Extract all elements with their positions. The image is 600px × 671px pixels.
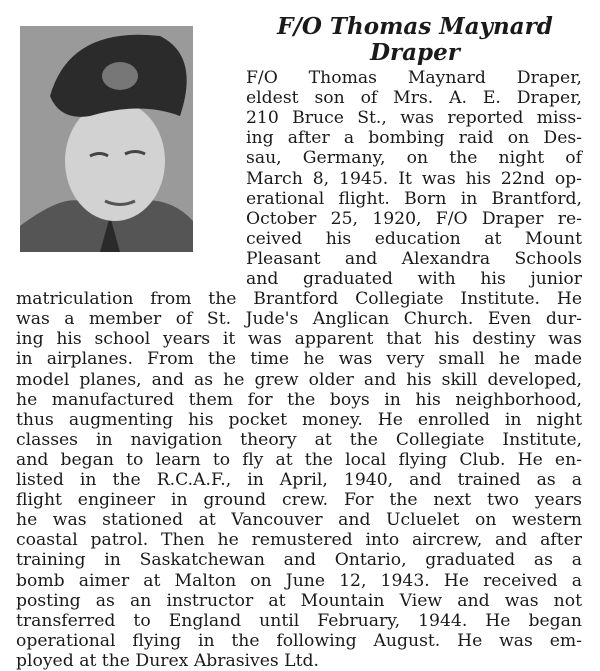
body-line-text: Pleasant and Alexandra Schools	[246, 248, 582, 269]
body-line-text: ceived his education at Mount	[246, 228, 582, 249]
body-line	[246, 68, 582, 88]
body-line	[16, 309, 582, 329]
body-line-text: flight engineer in ground crew. For the next two years	[16, 490, 582, 511]
article-title	[248, 14, 582, 66]
body-line	[16, 410, 582, 430]
body-line	[16, 289, 582, 309]
body-line	[16, 390, 582, 410]
body-line	[246, 88, 582, 108]
body-line	[246, 128, 582, 148]
body-line-text: operational flying in the following August. He was em-	[16, 630, 582, 651]
body-line-text: coastal patrol. Then he remustered into aircrew, and after	[16, 530, 582, 551]
body-line-text: model planes, and as he grew older and his skill developed,	[16, 369, 582, 390]
body-line-text: matriculation from the Brantford Collegiate Institute. He	[16, 289, 582, 310]
body-line	[16, 370, 582, 390]
body-line	[16, 510, 582, 530]
body-line-text: eldest son of Mrs. A. E. Draper,	[246, 88, 582, 109]
body-line-text: ployed at the Durex Abrasives Ltd.	[16, 650, 319, 671]
body-line-text: erational flight. Born in Brantford,	[246, 188, 582, 209]
body-line-text: F/O Thomas Maynard Draper,	[246, 68, 582, 88]
body-line-text: 210 Bruce St., was reported miss-	[246, 108, 582, 129]
body-line-text: classes in navigation theory at the Collegiate Institute,	[16, 429, 582, 450]
body-line-text: training in Saskatchewan and Ontario, graduated as a	[16, 550, 582, 571]
title-line: Draper	[370, 39, 460, 66]
body-line	[246, 148, 582, 168]
body-line	[246, 169, 582, 189]
title-line: F/O Thomas Maynard	[277, 13, 553, 40]
body-line-text: ing his school years it was apparent that his destiny was	[16, 329, 582, 350]
body-line	[246, 269, 582, 289]
body-line	[16, 349, 582, 369]
body-line	[16, 430, 582, 450]
body-line-text: he was stationed at Vancouver and Ucluelet on western	[16, 510, 582, 531]
body-line-text: March 8, 1945. It was his 22nd op-	[246, 168, 582, 189]
body-line-text: transferred to England until February, 1944. He began	[16, 610, 582, 631]
body-line-text: thus augmenting his pocket money. He enrolled in night	[16, 409, 582, 430]
portrait-photo	[20, 26, 193, 252]
body-line-text: and began to learn to fly at the local flying Club. He en-	[16, 449, 582, 470]
body-line	[16, 329, 582, 349]
body-line-text: in airplanes. From the time he was very small he made	[16, 349, 582, 370]
body-line-text: he manufactured them for the boys in his neighborhood,	[16, 389, 582, 410]
body-line	[16, 550, 582, 570]
body-line	[16, 490, 582, 510]
body-line	[16, 530, 582, 550]
body-line-text: was a member of St. Jude's Anglican Church. Even dur-	[16, 309, 582, 330]
body-line	[16, 611, 582, 631]
body-line-text: bomb aimer at Malton on June 12, 1943. He received a	[16, 570, 582, 591]
body-line-text: posting as an instructor at Mountain View and was not	[16, 590, 582, 611]
body-line-text: ing after a bombing raid on Des-	[246, 128, 582, 149]
body-line	[16, 470, 582, 490]
body-line-text: listed in the R.C.A.F., in April, 1940, and trained as a	[16, 470, 582, 490]
body-line-text: October 25, 1920, F/O Draper re-	[246, 208, 582, 229]
body-line	[16, 571, 582, 591]
body-line	[16, 450, 582, 470]
body-line	[16, 591, 582, 611]
body-line-text: sau, Germany, on the night of	[246, 148, 582, 169]
body-line	[246, 209, 582, 229]
body-line-text: and graduated with his junior	[246, 269, 582, 289]
body-line	[246, 229, 582, 249]
body-line	[16, 631, 582, 651]
body-line	[246, 189, 582, 209]
body-line	[246, 108, 582, 128]
body-line	[246, 249, 582, 269]
body-line	[16, 651, 582, 671]
